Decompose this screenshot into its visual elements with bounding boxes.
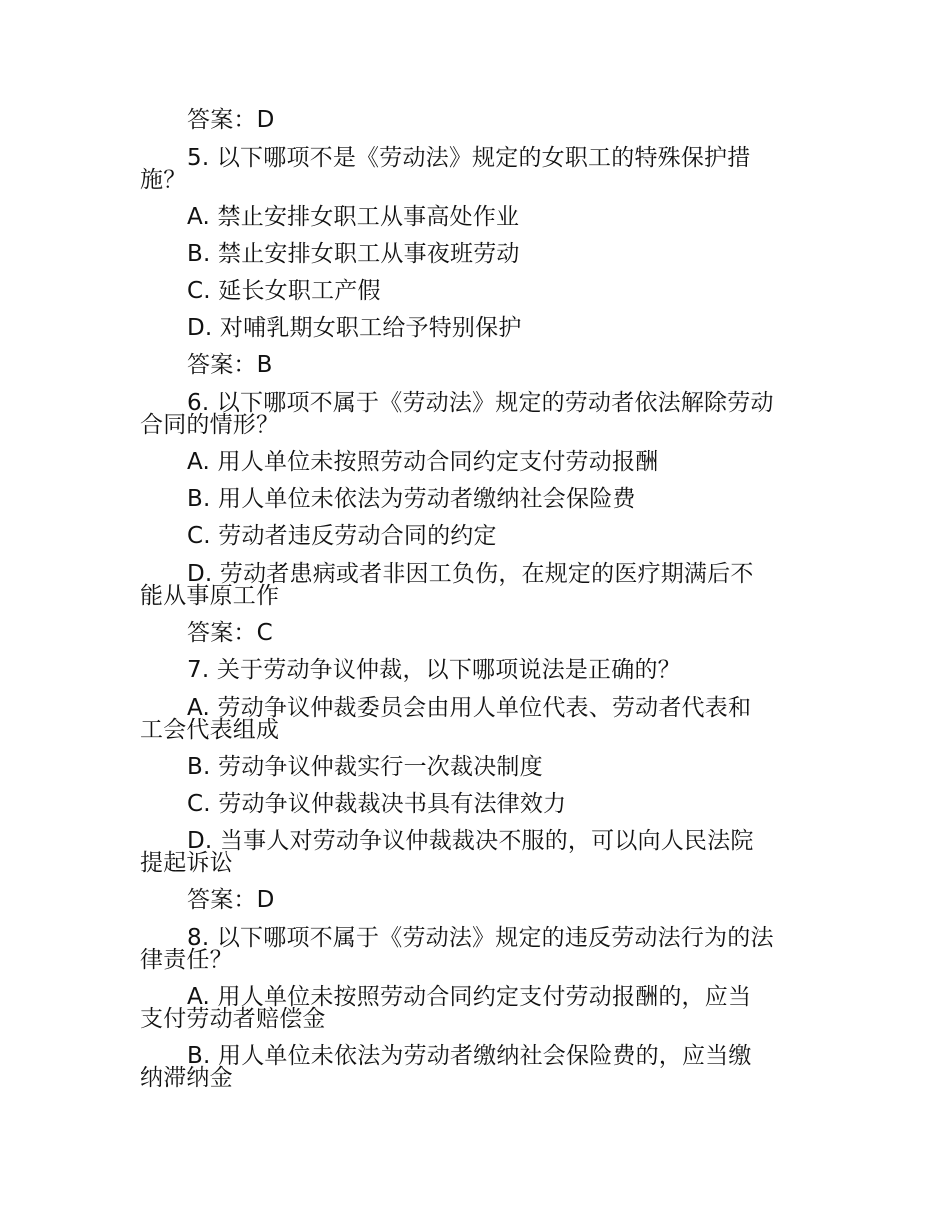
option-b: B. 用人单位未依法为劳动者缴纳社会保险费 bbox=[187, 486, 636, 512]
option-c: C. 劳动者违反劳动合同的约定 bbox=[187, 523, 497, 549]
option-a: A. 用人单位未按照劳动合同约定支付劳动报酬的，应当 bbox=[187, 984, 752, 1010]
question-6-cont: 合同的情形？ bbox=[140, 412, 280, 438]
question-6: 6. 以下哪项不属于《劳动法》规定的劳动者依法解除劳动 bbox=[187, 390, 774, 416]
option-b-cont: 纳滞纳金 bbox=[140, 1065, 233, 1091]
answer-line: 答案：C bbox=[187, 620, 273, 646]
option-d: D. 当事人对劳动争议仲裁裁决不服的，可以向人民法院 bbox=[187, 828, 754, 854]
option-a: A. 劳动争议仲裁委员会由用人单位代表、劳动者代表和 bbox=[187, 695, 752, 721]
option-d: D. 劳动者患病或者非因工负伤，在规定的医疗期满后不 bbox=[187, 561, 754, 587]
option-a: A. 禁止安排女职工从事高处作业 bbox=[187, 204, 520, 230]
option-a-cont: 支付劳动者赔偿金 bbox=[140, 1006, 326, 1032]
question-5: 5. 以下哪项不是《劳动法》规定的女职工的特殊保护措 bbox=[187, 145, 751, 171]
option-b: B. 禁止安排女职工从事夜班劳动 bbox=[187, 241, 520, 267]
option-b: B. 劳动争议仲裁实行一次裁决制度 bbox=[187, 754, 543, 780]
option-d-cont: 提起诉讼 bbox=[140, 850, 233, 876]
option-a-cont: 工会代表组成 bbox=[140, 717, 280, 743]
question-8-cont: 律责任？ bbox=[140, 947, 233, 973]
question-7: 7. 关于劳动争议仲裁，以下哪项说法是正确的？ bbox=[187, 657, 681, 683]
question-5-cont: 施？ bbox=[140, 167, 187, 193]
answer-line: 答案：B bbox=[187, 352, 273, 378]
option-a: A. 用人单位未按照劳动合同约定支付劳动报酬 bbox=[187, 449, 659, 475]
option-c: C. 劳动争议仲裁裁决书具有法律效力 bbox=[187, 791, 567, 817]
option-b: B. 用人单位未依法为劳动者缴纳社会保险费的，应当缴 bbox=[187, 1043, 752, 1069]
question-8: 8. 以下哪项不属于《劳动法》规定的违反劳动法行为的法 bbox=[187, 925, 774, 951]
option-d: D. 对哺乳期女职工给予特别保护 bbox=[187, 315, 522, 341]
answer-line: 答案：D bbox=[187, 887, 275, 913]
answer-line: 答案：D bbox=[187, 107, 275, 133]
option-d-cont: 能从事原工作 bbox=[140, 583, 280, 609]
option-c: C. 延长女职工产假 bbox=[187, 278, 381, 304]
